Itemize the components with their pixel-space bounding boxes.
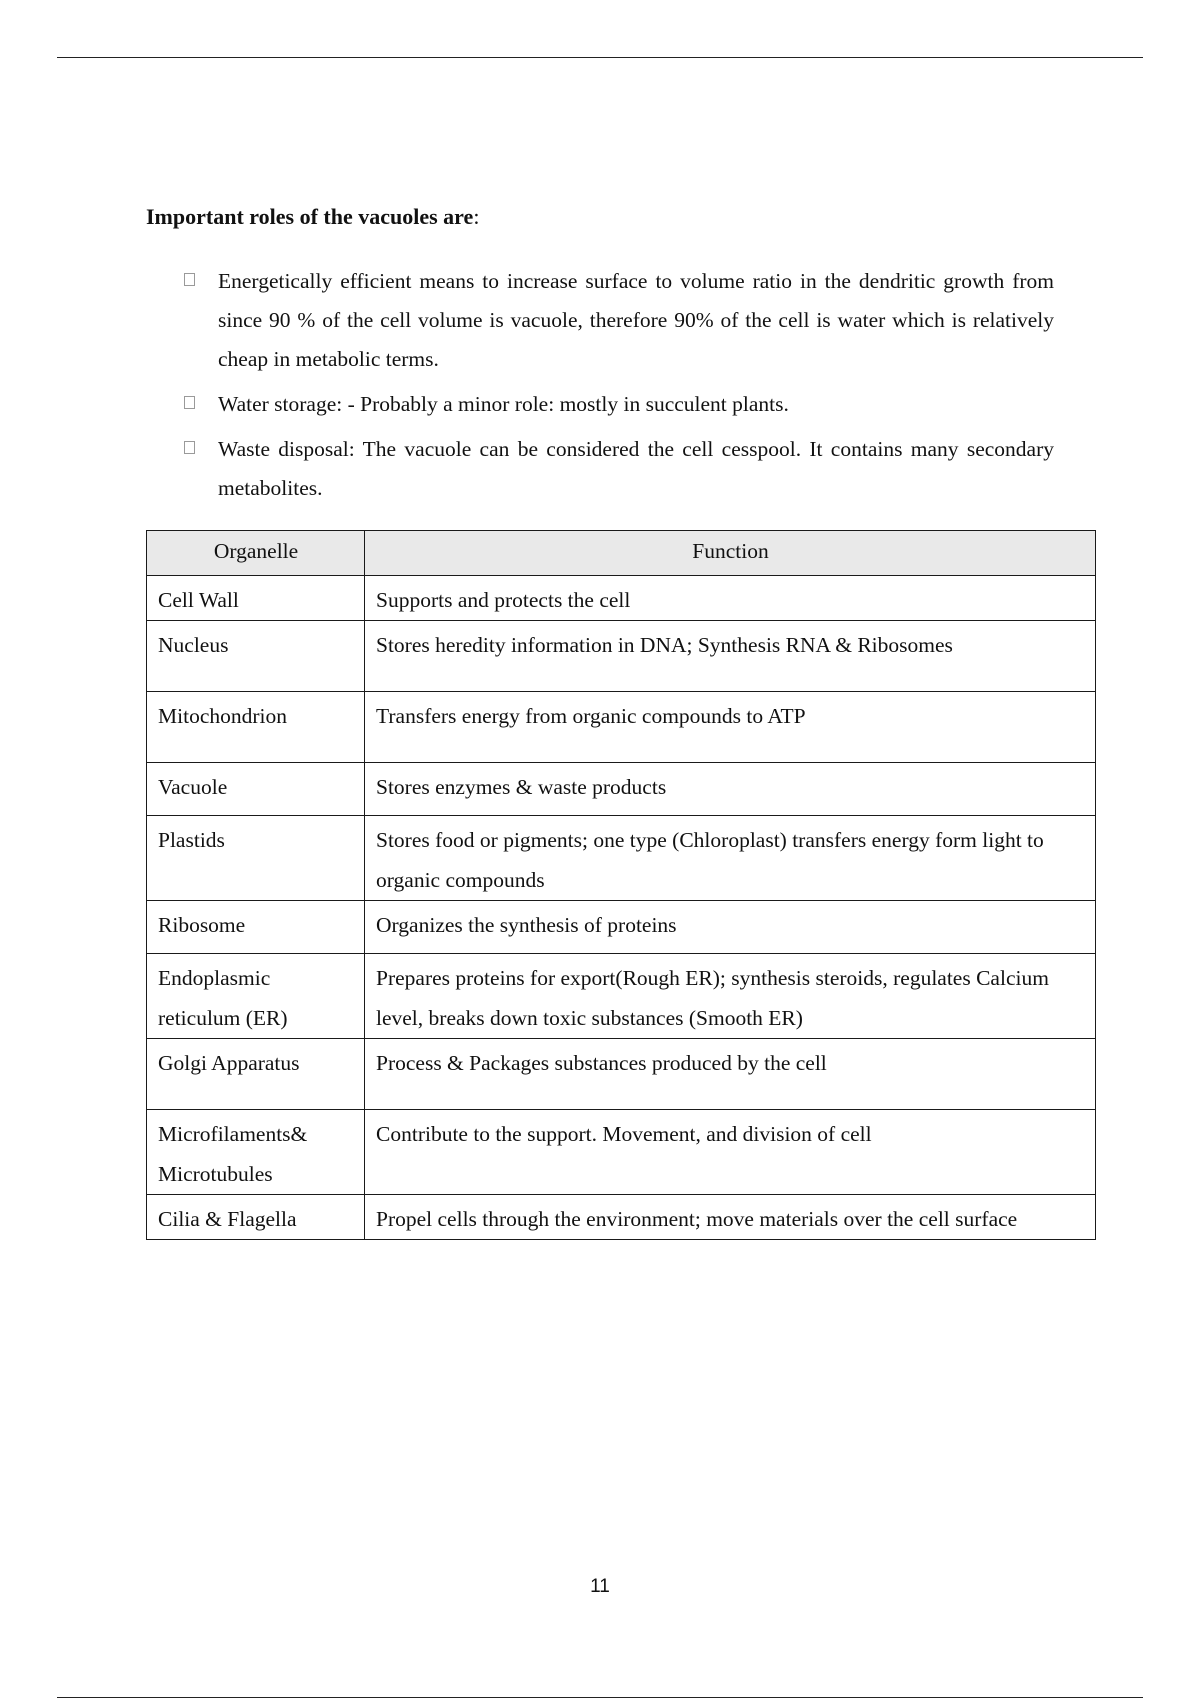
organelle-cell: Nucleus	[147, 621, 365, 692]
organelle-cell: Microfilaments& Microtubules	[147, 1110, 365, 1195]
function-cell: Stores heredity information in DNA; Synthesis RNA & Ribosomes	[365, 621, 1096, 692]
list-item-text: Water storage: - Probably a minor role: mostly in succulent plants.	[218, 392, 789, 416]
bullet-box-icon	[184, 396, 195, 409]
table-row	[147, 576, 1096, 621]
function-cell: Process & Packages substances produced by the cell	[365, 1039, 1096, 1110]
table-row	[147, 901, 1096, 954]
organelle-cell: Ribosome	[147, 901, 365, 954]
table-row	[147, 1039, 1096, 1110]
function-cell: Organizes the synthesis of proteins	[365, 901, 1096, 954]
section-heading-bold: Important roles of the vacuoles are	[146, 204, 474, 229]
table-row	[147, 763, 1096, 816]
table-row	[147, 1110, 1096, 1195]
list-item-text: Waste disposal: The vacuole can be considered the cell cesspool. It contains many secondary metabolites.	[218, 437, 1054, 500]
function-cell: Prepares proteins for export(Rough ER); synthesis steroids, regulates Calcium level, breaks down toxic substances (Smooth ER)	[365, 954, 1096, 1039]
column-header-organelle: Organelle	[147, 531, 365, 576]
function-cell: Contribute to the support. Movement, and division of cell	[365, 1110, 1096, 1195]
vacuole-roles-list	[146, 262, 1054, 508]
organelle-cell: Mitochondrion	[147, 692, 365, 763]
table-header-row	[147, 531, 1096, 576]
table-row	[147, 621, 1096, 692]
bullet-box-icon	[184, 441, 195, 454]
organelle-function-table	[146, 530, 1096, 1240]
bullet-box-icon	[184, 273, 195, 286]
organelle-cell: Vacuole	[147, 763, 365, 816]
function-cell: Stores enzymes & waste products	[365, 763, 1096, 816]
organelle-cell: Golgi Apparatus	[147, 1039, 365, 1110]
table-row	[147, 1195, 1096, 1240]
table-row	[147, 692, 1096, 763]
header-rule	[57, 57, 1143, 58]
organelle-cell: Endoplasmic reticulum (ER)	[147, 954, 365, 1039]
list-item	[146, 430, 1054, 508]
organelle-cell: Plastids	[147, 816, 365, 901]
section-heading-colon: :	[473, 204, 480, 229]
page-number: 11	[590, 1576, 610, 1597]
organelle-cell: Cilia & Flagella	[147, 1195, 365, 1240]
list-item-text: Energetically efficient means to increase surface to volume ratio in the dendritic growth from since 90 % of the cell volume is vacuole, therefore 90% of the cell is water which is relatively cheap in metabolic terms.	[218, 269, 1054, 371]
organelle-cell: Cell Wall	[147, 576, 365, 621]
list-item	[146, 262, 1054, 379]
function-cell: Propel cells through the environment; move materials over the cell surface	[365, 1195, 1096, 1240]
function-cell: Transfers energy from organic compounds to ATP	[365, 692, 1096, 763]
section-heading	[146, 203, 479, 231]
list-item	[146, 385, 1054, 424]
function-cell: Supports and protects the cell	[365, 576, 1096, 621]
column-header-function: Function	[365, 531, 1096, 576]
table-row	[147, 816, 1096, 901]
footer-rule	[57, 1697, 1143, 1698]
function-cell: Stores food or pigments; one type (Chloroplast) transfers energy form light to organic compounds	[365, 816, 1096, 901]
table-row	[147, 954, 1096, 1039]
